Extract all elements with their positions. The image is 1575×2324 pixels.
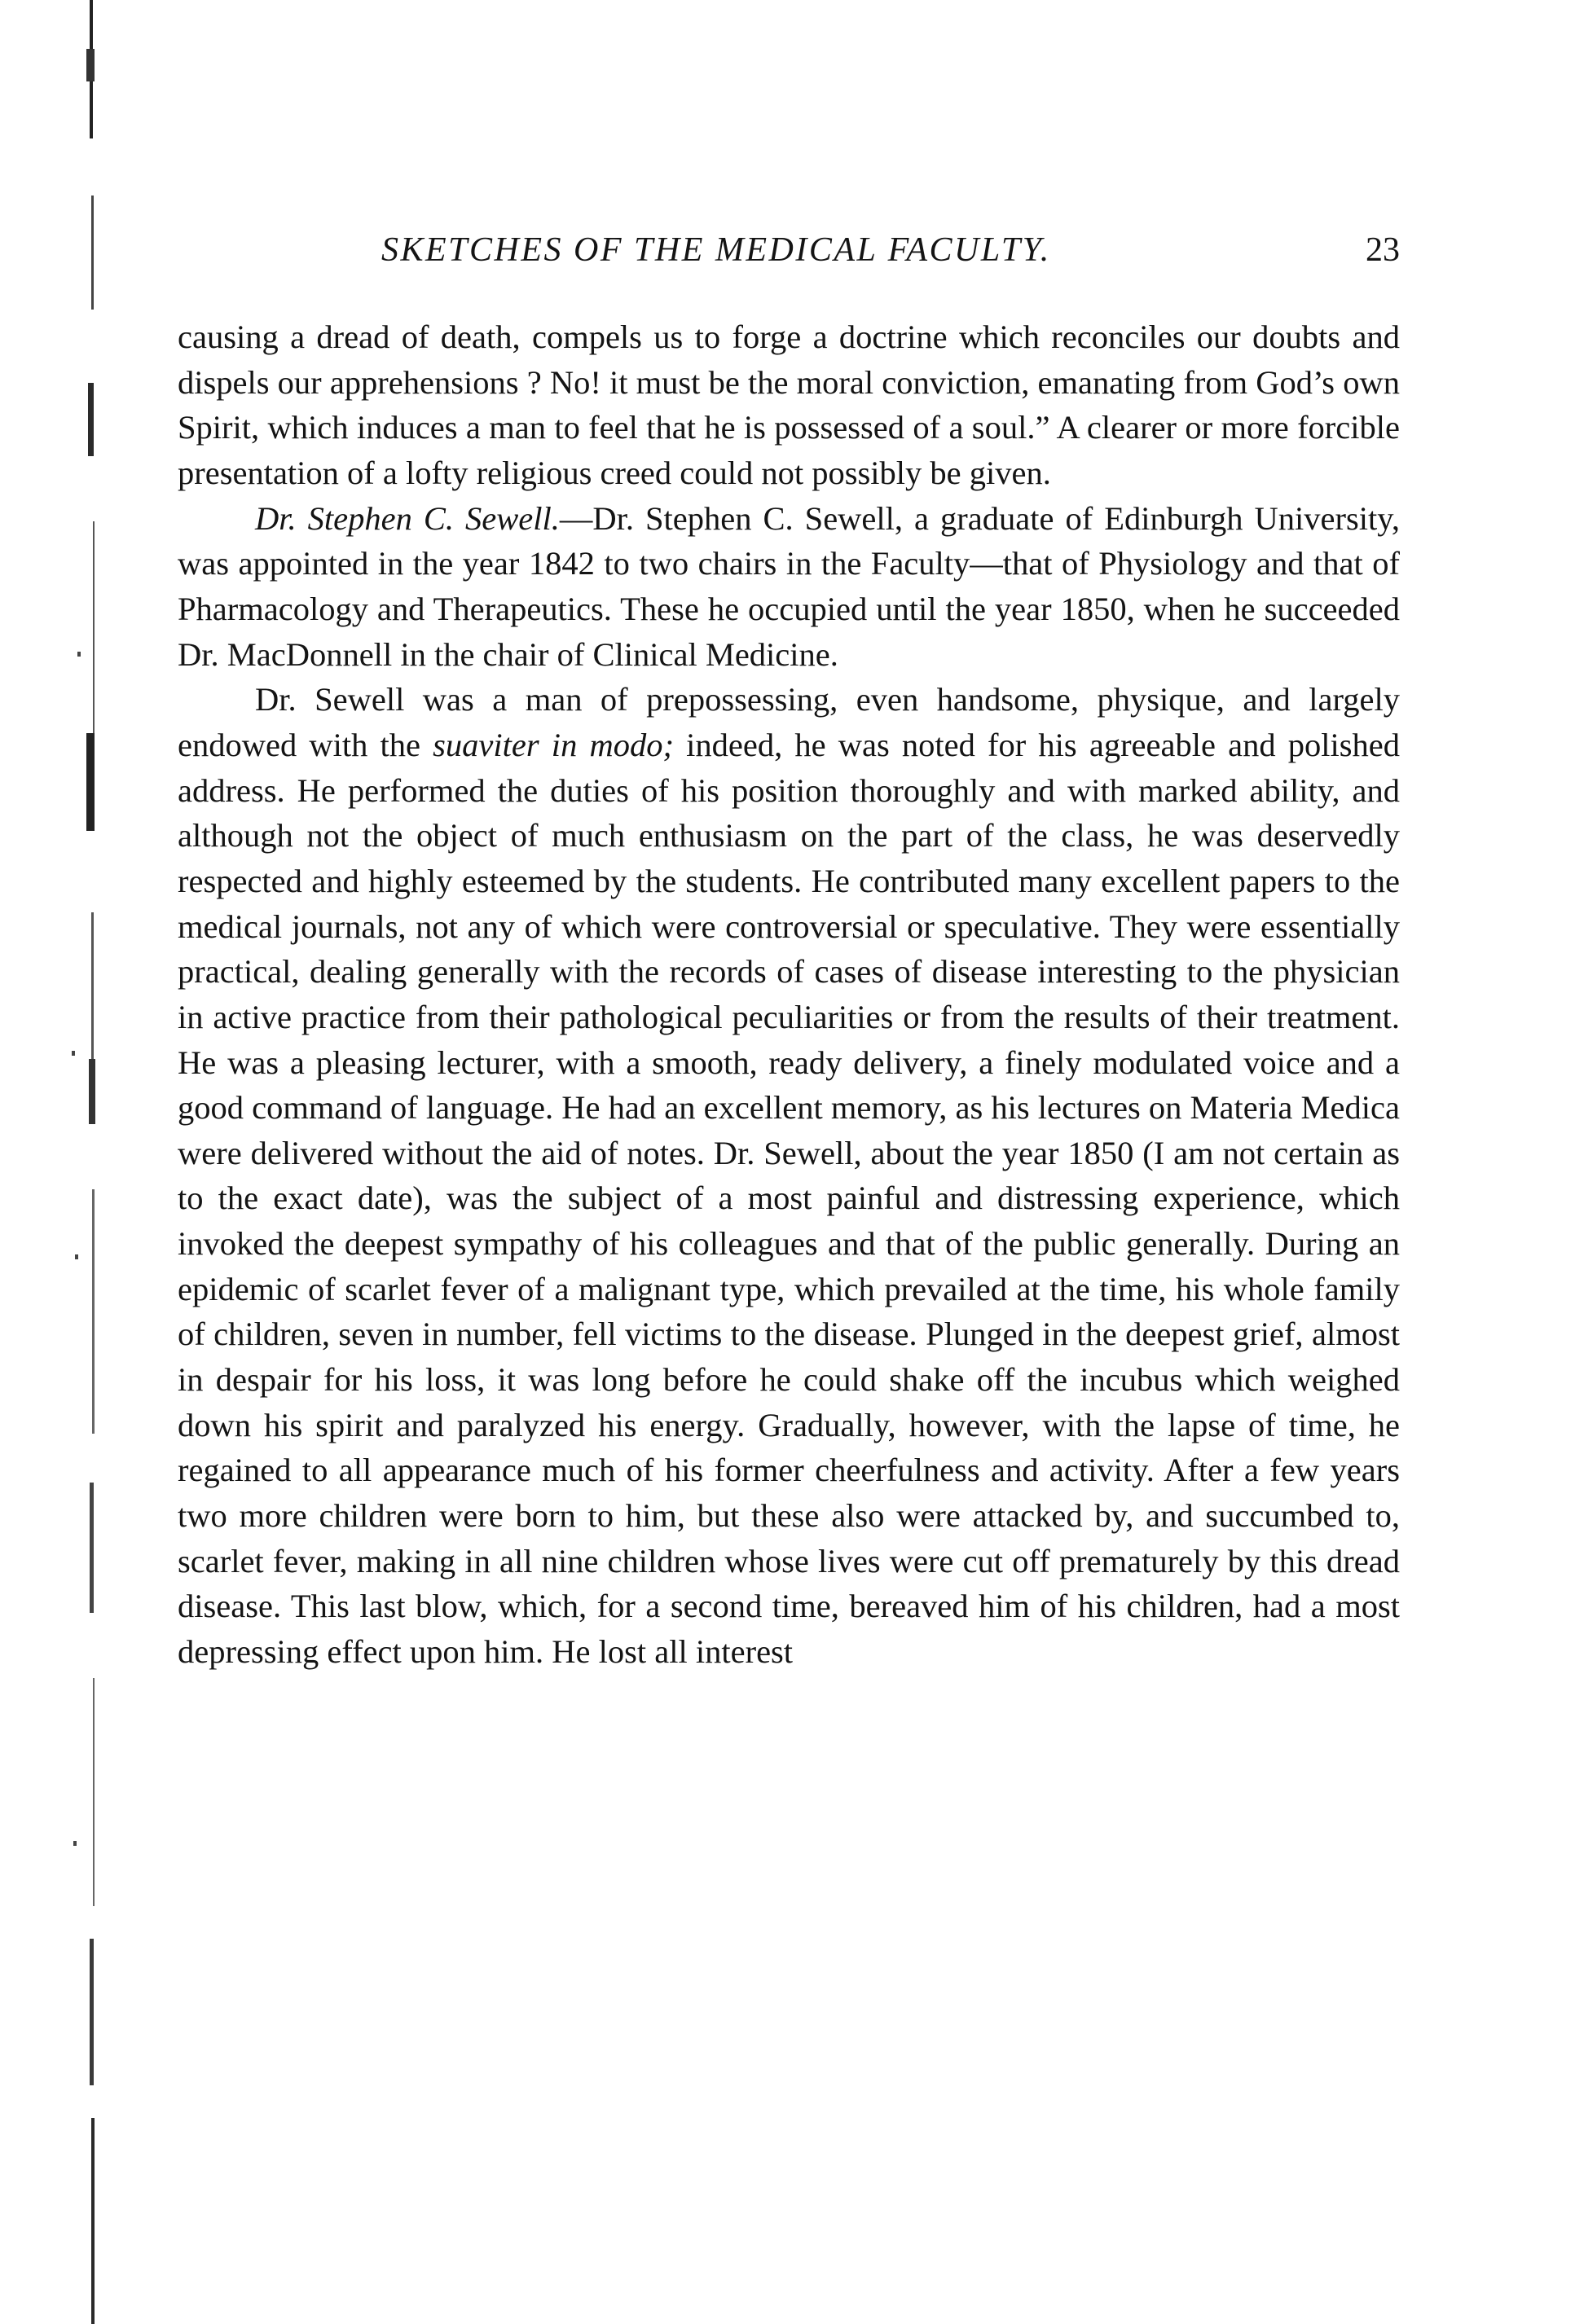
- paragraph-sewell-character: [178, 677, 1400, 1674]
- running-title: SKETCHES OF THE MEDICAL FACULTY.: [381, 231, 1051, 269]
- paragraph-sewell-intro-text: —Dr. Stephen C. Sewell, a graduate of Edinburgh University, was appointed in the year 1842 to two chairs in the Faculty—that of Physiology and that of Pharmacology and Therapeutics. These he occupied until the year 1850, when he succeeded Dr. MacDonnell in the chair of Clinical Medicine.: [178, 499, 1400, 673]
- paragraph-sewell-intro: [178, 496, 1400, 678]
- page-number: 23: [1366, 231, 1400, 269]
- italic-phrase: suaviter in modo;: [433, 726, 674, 763]
- paragraph-text-after: indeed, he was noted for his agreeable and polished address. He performed the duties of his position thoroughly and with marked ability, and although not the object of much enthusiasm on the part of the class, he was deservedly respected and highly esteemed by the students. He contributed many excellent papers to the medical journals, not any of which were controversial or speculative. They were essentially practical, dealing generally with the records of cases of disease interesting to the physician in active practice from their pathological peculiarities or from the results of their treatment. He was a pleasing lecturer, with a smooth, ready delivery, a finely modulated voice and a good command of language. He had an excellent memory, as his lectures on Materia Medica were delivered without the aid of notes. Dr. Sewell, about the year 1850 (I am not certain as to the exact date), was the subject of a most painful and distressing experience, which invoked the deepest sympathy of his colleagues and that of the public generally. During an epidemic of scarlet fever of a malignant type, which prevailed at the time, his whole family of children, seven in number, fell victims to the disease. Plunged in the deepest grief, almost in despair for his loss, it was long before he could shake off the incubus which weighed down his spirit and paralyzed his energy. Gradually, however, with the lapse of time, he regained to all appearance much of his former cheerfulness and activity. After a few years two more children were born to him, but these also were attacked by, and succumbed to, scarlet fever, making in all nine children whose lives were cut off prematurely by this dread disease. This last blow, which, for a second time, bereaved him of his children, had a most depressing effect upon him. He lost all interest: [178, 726, 1401, 1671]
- body-text: [178, 314, 1400, 1675]
- running-head: [381, 231, 1400, 288]
- paragraph-continuation: causing a dread of death, compels us to forge a doctrine which reconciles our doubts and dispels our apprehensions ? No! it must be the moral conviction, emanating from God’s own Spirit, which induces a man to feel that he is possessed of a soul.” A clearer or more forcible presentation of a lofty religious creed could not possibly be given.: [178, 319, 1400, 491]
- paragraph-text-before: Dr. Sewell was a man of prepossessing, even handsome, physique, and largely endowed with the: [178, 681, 1400, 763]
- scanned-binding-edge: [57, 0, 122, 2324]
- book-page: [178, 231, 1401, 1671]
- side-head-sewell: Dr. Stephen C. Sewell.: [255, 499, 560, 537]
